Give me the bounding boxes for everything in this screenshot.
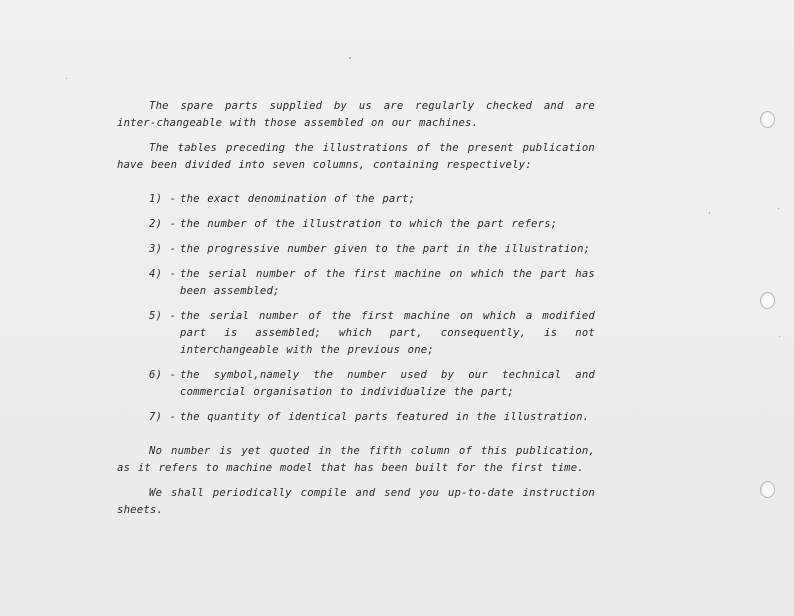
column-list — [117, 191, 595, 426]
list-marker: 7) - — [149, 411, 177, 423]
list-item — [117, 241, 595, 258]
closing-paragraph-2: We shall periodically compile and send you up-to-date instruction sheets. — [117, 487, 595, 516]
paper-speck — [779, 336, 780, 337]
list-marker: 1) - — [149, 193, 177, 205]
list-item — [117, 216, 595, 233]
binder-hole-middle — [760, 292, 775, 309]
list-marker: 3) - — [149, 243, 177, 255]
list-text: the serial number of the first machine on which the part has been assembled; — [180, 268, 595, 297]
closing-paragraph-1: No number is yet quoted in the fifth column of this publication, as it refers to machine model that has been built for the first time. — [117, 445, 595, 474]
list-item — [117, 266, 595, 300]
list-text: the serial number of the first machine on which a modified part is assembled; which part, consequently, is not interchangeable with the previous one; — [180, 310, 595, 356]
paper-speck — [66, 78, 67, 79]
intro-paragraph-2: The tables preceding the illustrations of the present publication have been divided into seven columns, containing respectively: — [117, 142, 595, 171]
list-text: the progressive number given to the part in the illustration; — [180, 243, 591, 255]
intro-paragraph-1: The spare parts supplied by us are regularly checked and are inter-changeable with those assembled on our machines. — [117, 100, 595, 129]
list-text: the exact denomination of the part; — [180, 193, 416, 205]
list-marker: 4) - — [149, 268, 177, 280]
document-body — [117, 98, 595, 519]
paper-speck — [778, 208, 779, 209]
binder-hole-bottom — [760, 481, 775, 498]
list-text: the symbol,namely the number used by our technical and commercial organisation to individualize the part; — [180, 369, 595, 398]
list-text: the quantity of identical parts featured in the illustration. — [180, 411, 590, 423]
list-marker: 5) - — [149, 310, 177, 322]
binder-hole-top — [760, 111, 775, 128]
paper-speck — [709, 212, 710, 214]
list-text: the number of the illustration to which the part refers; — [180, 218, 558, 230]
list-item — [117, 191, 595, 208]
paper-speck — [349, 57, 351, 59]
list-item — [117, 367, 595, 401]
list-marker: 6) - — [149, 369, 177, 381]
list-marker: 2) - — [149, 218, 177, 230]
list-item — [117, 308, 595, 359]
list-item — [117, 409, 595, 426]
